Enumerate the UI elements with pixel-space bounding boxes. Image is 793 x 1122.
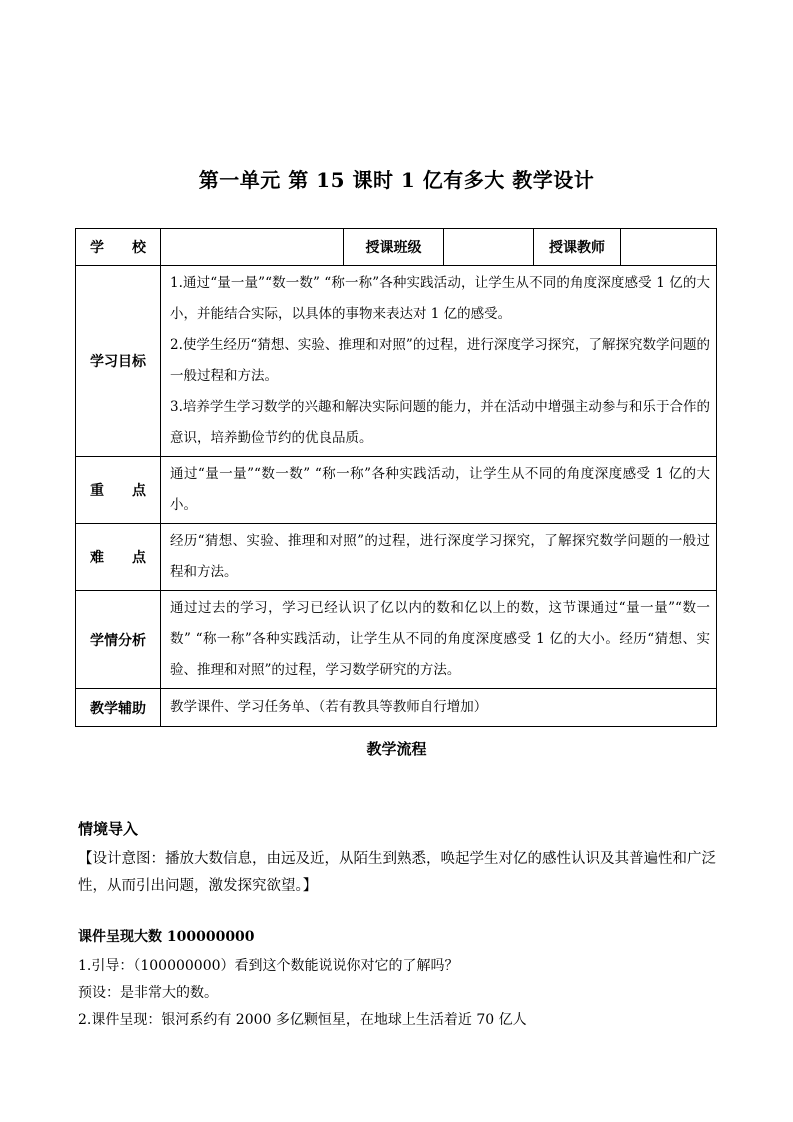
analysis-label: 学情分析: [76, 591, 161, 689]
analysis-cell: [161, 591, 717, 689]
difficulty-text: 经历“猜想、实验、推理和对照”的过程，进行深度学习探究，了解探究数学问题的一般过程和方法。: [170, 533, 710, 580]
school-label: 学 校: [76, 229, 161, 266]
key-points-text: 通过“量一量”“数一数” “称一称”各种实践活动，让学生从不同的角度深度感受 1 亿的大小。: [170, 466, 710, 513]
aids-cell: [161, 689, 717, 727]
goal-item: 1.通过“量一量”“数一数” “称一称”各种实践活动，让学生从不同的角度深度感受 1 亿的大小，并能结合实际，以具体的事物来表达对 1 亿的感受。: [170, 275, 710, 322]
difficulty-cell: [161, 524, 717, 591]
flow-line: 1.引导：（100000000）看到这个数能说说你对它的了解吗？: [78, 958, 459, 974]
goals-label: 学习目标: [76, 266, 161, 457]
lesson-info-table: [75, 228, 717, 727]
teacher-value: [621, 229, 717, 266]
flow-line: 2.课件呈现：银河系约有 2000 多亿颗恒星，在地球上生活着近 70 亿人: [78, 1012, 527, 1028]
aids-label: 教学辅助: [76, 689, 161, 727]
flow-line: 预设：是非常大的数。: [78, 985, 218, 1001]
key-points-label: 重 点: [76, 457, 161, 524]
analysis-text: 通过过去的学习，学习已经认识了亿以内的数和亿以上的数，这节课通过“量一量”“数一数” “称一称”各种实践活动，让学生从不同的角度深度感受 1 亿的大小。经历“猜想、实验、推理和对照”的过程，学习数学研究的方法。: [170, 600, 710, 678]
difficulty-label: 难 点: [76, 524, 161, 591]
key-points-cell: [161, 457, 717, 524]
school-value: [161, 229, 344, 266]
intro-heading: 情境导入: [78, 820, 139, 838]
courseware-heading: 课件呈现大数 100000000: [78, 929, 255, 945]
class-label: 授课班级: [344, 229, 444, 266]
goal-item: 2.使学生经历“猜想、实验、推理和对照”的过程，进行深度学习探究，了解探究数学问题的一般过程和方法。: [170, 337, 710, 384]
aids-text: 教学课件、学习任务单、（若有教具等教师自行增加）: [170, 699, 488, 715]
class-value: [444, 229, 534, 266]
design-intent: 【设计意图：播放大数信息，由远及近，从陌生到熟悉，唤起学生对亿的感性认识及其普遍性和广泛性，从而引出问题，激发探究欲望。】: [78, 851, 716, 894]
teacher-label: 授课教师: [534, 229, 621, 266]
goals-cell: [161, 266, 717, 457]
teaching-flow-title: 教学流程: [366, 740, 427, 758]
goal-item: 3.培养学生学习数学的兴趣和解决实际问题的能力，并在活动中增强主动参与和乐于合作的意识，培养勤俭节约的优良品质。: [170, 399, 710, 446]
document-title: 第一单元 第 15 课时 1 亿有多大 教学设计: [198, 168, 595, 192]
